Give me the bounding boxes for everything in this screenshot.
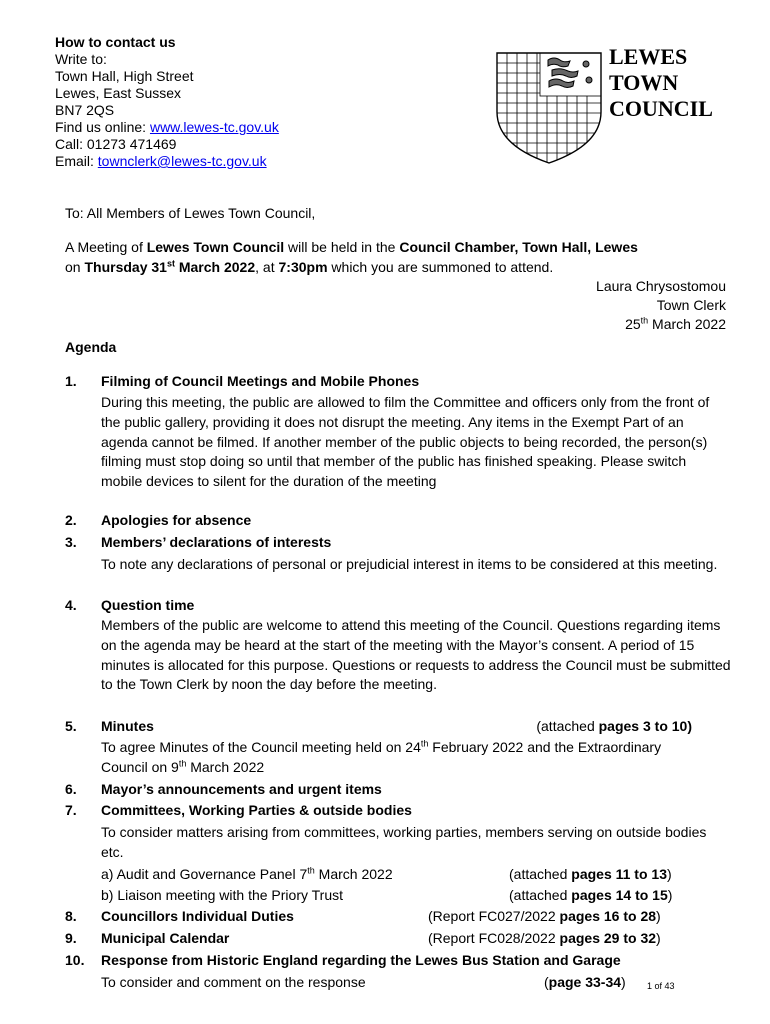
item-7-body: To consider matters arising from committees, working parties, members serving on outside bodies etc. — [101, 824, 707, 860]
item-5-body-line-1: To agree Minutes of the Council meeting held on 24th February 2022 and the Extraordinary — [101, 738, 662, 755]
item-number: 4. — [65, 597, 77, 613]
subitem-page-ref: (attached pages 11 to 13) — [509, 866, 672, 882]
email-line — [55, 153, 279, 170]
item-8-page-ref: (Report FC027/2022 pages 16 to 28) — [428, 908, 661, 924]
notice-issue-date: 25th March 2022 — [625, 315, 726, 332]
email-link[interactable]: townclerk@lewes-tc.gov.uk — [97, 153, 267, 169]
agenda-heading: Agenda — [65, 339, 117, 355]
item-number: 8. — [65, 908, 77, 924]
item-10-page-ref: (page 33-34) — [544, 974, 626, 990]
item-title: Apologies for absence — [101, 512, 252, 528]
notice-time: 7:30pm — [278, 259, 328, 275]
council-name-line-2: TOWN — [609, 70, 679, 95]
subitem-page-ref: (attached pages 14 to 15) — [509, 887, 673, 903]
item-4-body: Members of the public are welcome to attend this meeting of the Council. Questions regarding items on the agenda may be heard at the start of the meeting with the Mayor’s consent. A period of 15 minutes is allocated for this purpose. Questions or requests to address the Council must be submitted to the Town Clerk by noon the day before the meeting. — [101, 617, 731, 693]
postcode: BN7 2QS — [55, 102, 115, 118]
item-title: Filming of Council Meetings and Mobile Phones — [101, 373, 420, 389]
contact-heading: How to contact us — [55, 34, 176, 50]
council-name-line-1: LEWES — [609, 44, 688, 69]
item-9-page-ref: (Report FC028/2022 pages 29 to 32) — [428, 930, 661, 946]
signatory-role: Town Clerk — [656, 297, 726, 313]
item-number: 9. — [65, 930, 77, 946]
page-number: 1 of 43 — [647, 981, 675, 991]
address-line-1: Town Hall, High Street — [55, 68, 194, 84]
item-5-page-ref: (attached pages 3 to 10) — [536, 718, 692, 734]
notice-council: Lewes Town Council — [146, 239, 285, 255]
item-number: 10. — [65, 952, 85, 968]
notice-text: will be held in the — [284, 239, 400, 255]
phone: Call: 01273 471469 — [55, 136, 177, 152]
item-title: Minutes — [101, 718, 154, 734]
item-number: 3. — [65, 534, 77, 550]
website-line — [55, 119, 279, 136]
address-line-2: Lewes, East Sussex — [55, 85, 182, 101]
council-name-line-3: COUNCIL — [609, 96, 713, 121]
item-5-body-line-2: Council on 9th March 2022 — [101, 758, 265, 775]
item-title: Councillors Individual Duties — [101, 908, 294, 924]
contact-block — [55, 34, 279, 170]
online-label: Find us online: — [55, 119, 150, 135]
subitem-text: b) Liaison meeting with the Priory Trust — [101, 887, 343, 903]
email-label: Email: — [55, 153, 98, 169]
notice-date: Thursday 31st March 2022 — [84, 258, 256, 275]
item-3-body: To note any declarations of personal or prejudicial interest in items to be considered at this meeting. — [101, 556, 718, 572]
notice-venue: Council Chamber, Town Hall, Lewes — [399, 239, 638, 255]
notice-line-1 — [65, 238, 638, 256]
item-number: 6. — [65, 781, 77, 797]
notice-text: , at — [255, 259, 279, 275]
notice-text: on — [65, 259, 85, 275]
item-1-body: During this meeting, the public are allowed to film the Committee and officers only from the front of the public gallery, providing it does not disrupt the meeting. Any items in the Exempt Part of an agenda cannot be filmed. If another member of the public objects to being recorded, the person(s) filming must stop doing so until that member of the public has finished speaking. Please switch mobile devices to silent for the duration of the meeting — [101, 394, 710, 490]
website-link[interactable]: www.lewes-tc.gov.uk — [149, 119, 279, 135]
council-name — [609, 44, 713, 122]
notice-text: A Meeting of — [65, 239, 147, 255]
write-to: Write to: — [55, 51, 107, 67]
item-number: 7. — [65, 802, 77, 818]
item-number: 1. — [65, 373, 77, 389]
council-crest-logo — [494, 50, 604, 166]
item-title: Municipal Calendar — [101, 930, 230, 946]
item-title: Members’ declarations of interests — [101, 534, 332, 550]
item-10-body: To consider and comment on the response — [101, 974, 366, 990]
item-title: Question time — [101, 597, 195, 613]
item-title: Committees, Working Parties & outside bodies — [101, 802, 412, 818]
notice-text: which you are summoned to attend. — [327, 259, 554, 275]
notice-line-2 — [65, 258, 553, 276]
item-title: Mayor’s announcements and urgent items — [101, 781, 382, 797]
item-number: 5. — [65, 718, 77, 734]
salutation: To: All Members of Lewes Town Council, — [65, 205, 316, 221]
item-title: Response from Historic England regarding the Lewes Bus Station and Garage — [101, 952, 621, 968]
subitem-text: a) Audit and Governance Panel 7th March 2022 — [101, 865, 393, 882]
signatory-name: Laura Chrysostomou — [596, 278, 726, 294]
item-number: 2. — [65, 512, 77, 528]
